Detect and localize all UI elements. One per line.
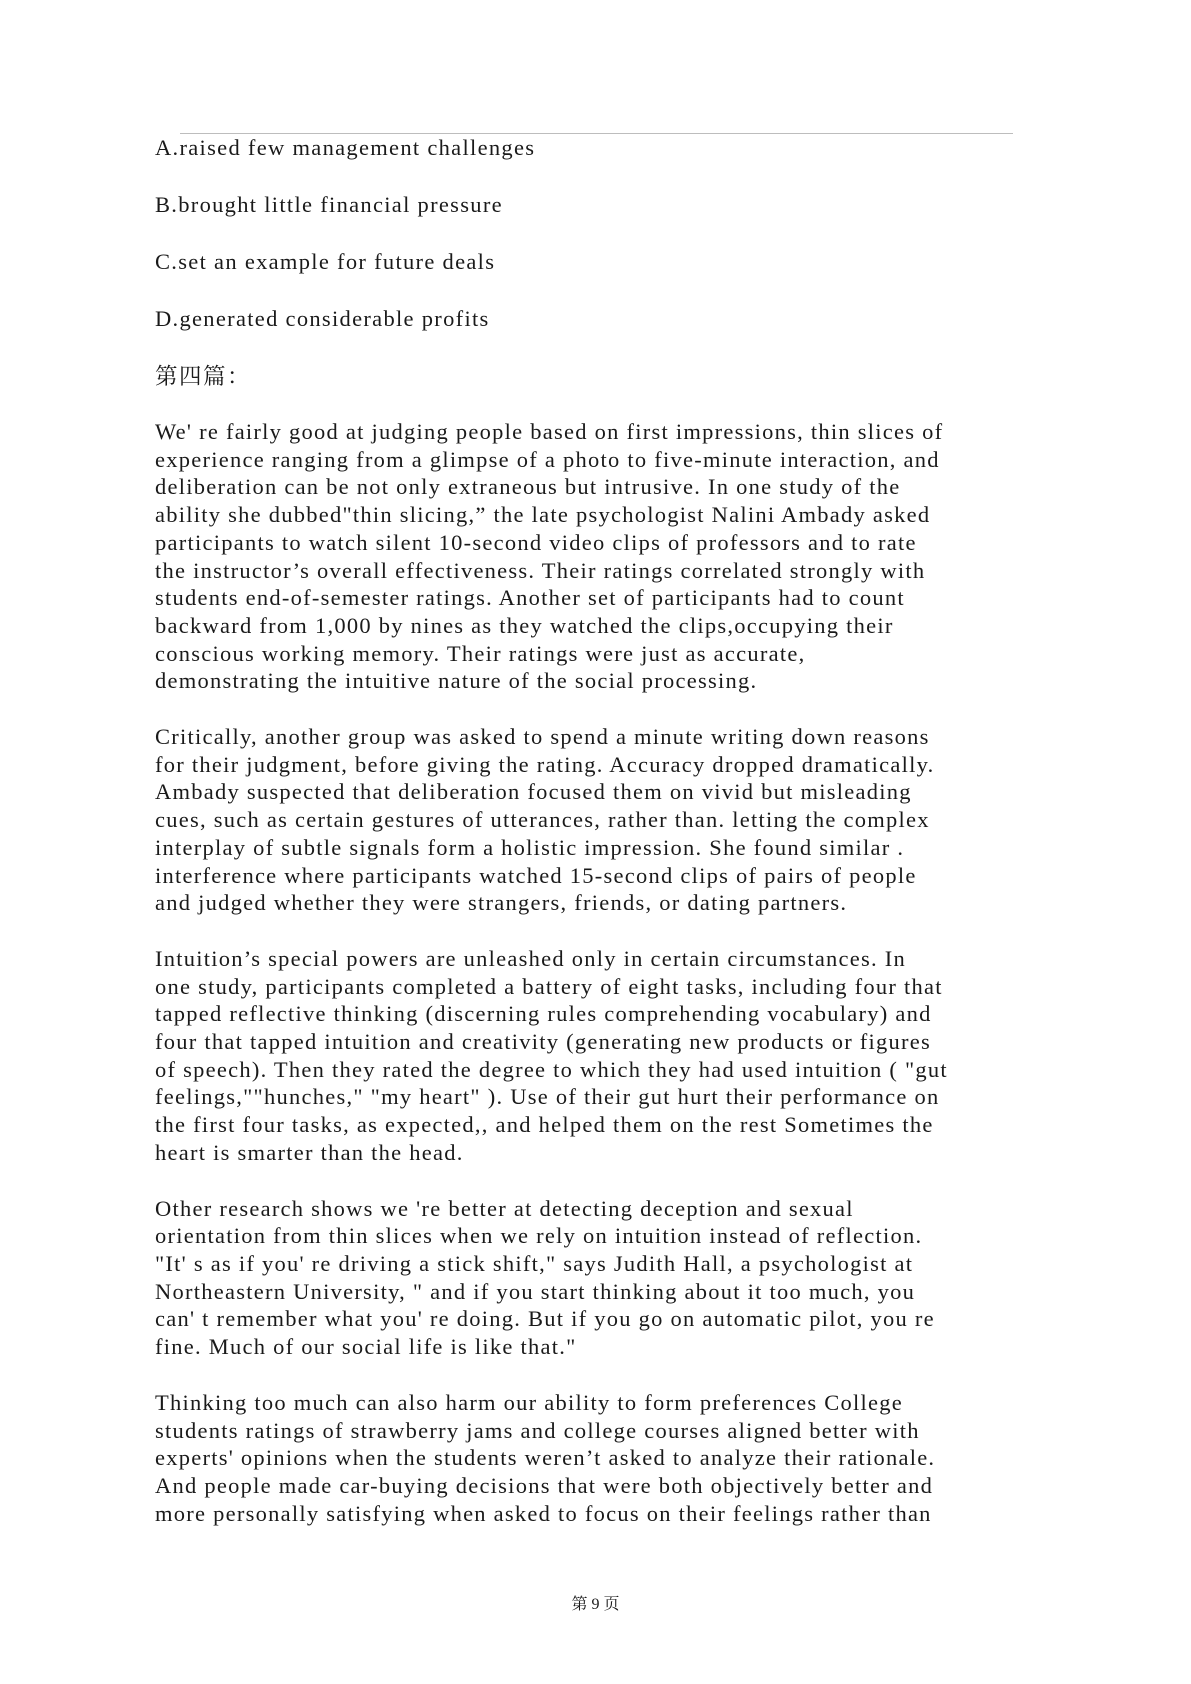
paragraph-line: fine. Much of our social life is like that." [155,1334,577,1360]
answer-option-a: A.raised few management challenges [155,135,536,160]
paragraph-line: one study, participants completed a battery of eight tasks, including four that [155,973,943,999]
paragraph-line: experience ranging from a glimpse of a photo to five-minute interaction, and [155,446,940,472]
paragraph-line: of speech). Then they rated the degree to which they had used intuition ( "gut [155,1056,948,1082]
paragraph-line: feelings,""hunches," "my heart" ). Use of their gut hurt their performance on [155,1084,940,1110]
paragraph-line: the first four tasks, as expected,, and helped them on the rest Sometimes the [155,1112,934,1138]
paragraph-line: "It' s as if you' re driving a stick shift," says Judith Hall, a psychologist at [155,1250,914,1276]
paragraph-2 [155,723,1055,917]
paragraph-line: conscious working memory. Their ratings were just as accurate, [155,640,806,666]
paragraph-line: heart is smarter than the head. [155,1139,464,1165]
paragraph-line: Northeastern University, " and if you start thinking about it too much, you [155,1278,916,1304]
paragraph-line: cues, such as certain gestures of utterances, rather than. letting the complex [155,807,930,833]
paragraph-line: orientation from thin slices when we rely on intuition instead of reflection. [155,1223,923,1249]
paragraph-line: more personally satisfying when asked to focus on their feelings rather than [155,1500,932,1526]
paragraph-line: backward from 1,000 by nines as they watched the clips,occupying their [155,612,894,638]
paragraph-line: We' re fairly good at judging people based on first impressions, thin slices of [155,419,944,444]
paragraph-line: ability she dubbed"thin slicing,” the late psychologist Nalini Ambady asked [155,502,931,528]
paragraph-line: Intuition’s special powers are unleashed only in certain circumstances. In [155,945,907,971]
paragraph-line: Other research shows we 're better at detecting deception and sexual [155,1195,854,1221]
paragraph-line: students end-of-semester ratings. Another set of participants had to count [155,585,905,611]
paragraph-3 [155,945,1055,1167]
section-label: 第四篇： [155,364,252,389]
paragraph-line: interference where participants watched 15-second clips of pairs of people [155,862,917,888]
paragraph-line: deliberation can be not only extraneous but intrusive. In one study of the [155,474,901,500]
paragraph-line: participants to watch silent 10-second video clips of professors and to rate [155,529,917,555]
paragraph-line: demonstrating the intuitive nature of the social processing. [155,668,758,694]
answer-option-c: C.set an example for future deals [155,249,496,274]
paragraph-line: Thinking too much can also harm our ability to form preferences College [155,1389,903,1415]
paragraph-line: four that tapped intuition and creativity (generating new products or figures [155,1029,932,1055]
paragraph-line: Critically, another group was asked to spend a minute writing down reasons [155,724,930,750]
paragraph-line: students ratings of strawberry jams and college courses aligned better with [155,1417,920,1443]
answer-option-b: B.brought little financial pressure [155,192,503,217]
paragraph-5 [155,1389,1055,1528]
paragraph-1 [155,418,1055,695]
paragraph-line: Ambady suspected that deliberation focused them on vivid but misleading [155,779,912,805]
paragraph-line: experts' opinions when the students weren’t asked to analyze their rationale. [155,1445,936,1471]
answer-option-d: D.generated considerable profits [155,306,490,331]
paragraph-line: interplay of subtle signals form a holistic impression. She found similar . [155,834,905,860]
paragraph-line: And people made car-buying decisions that were both objectively better and [155,1472,934,1498]
paragraph-4 [155,1195,1055,1361]
page-number: 第 9 页 [571,1596,620,1613]
paragraph-line: tapped reflective thinking (discerning rules comprehending vocabulary) and [155,1001,932,1027]
paragraph-line: can' t remember what you' re doing. But if you go on automatic pilot, you re [155,1306,935,1332]
paragraph-line: the instructor’s overall effectiveness. Their ratings correlated strongly with [155,557,926,583]
document-body [155,133,1055,1527]
paragraph-line: for their judgment, before giving the rating. Accuracy dropped dramatically. [155,751,935,777]
paragraph-line: and judged whether they were strangers, friends, or dating partners. [155,890,848,916]
